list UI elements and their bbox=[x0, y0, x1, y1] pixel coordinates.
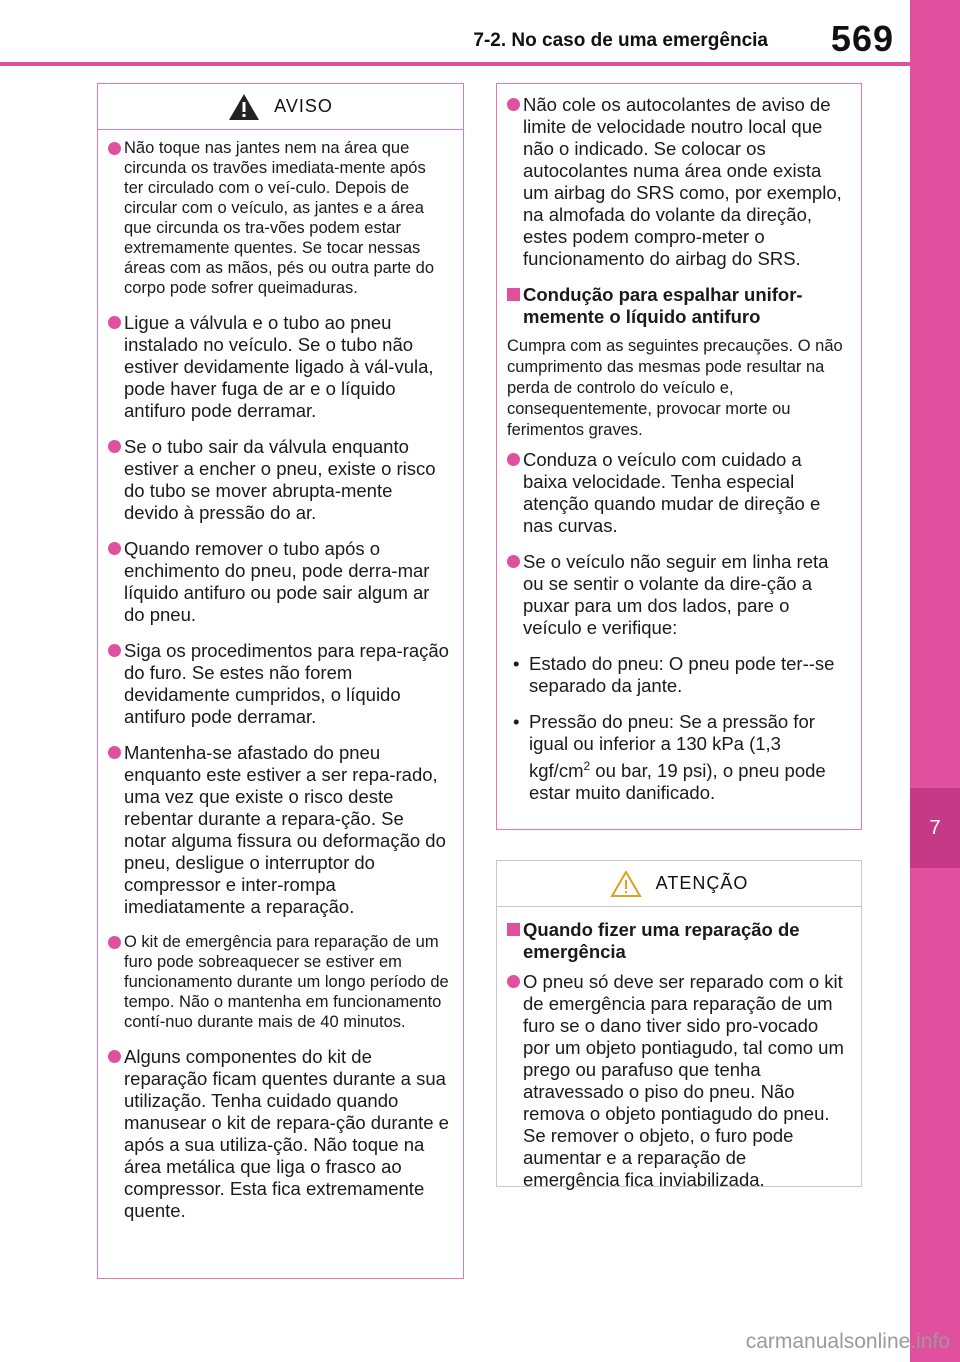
bullet-dot-icon bbox=[108, 746, 121, 759]
aviso-label: AVISO bbox=[274, 96, 333, 116]
bullet-dot-icon bbox=[108, 542, 121, 555]
list-item: Ligue a válvula e o tubo ao pneu instalado no veículo. Se o tubo não estiver devidamente ligado à vál-vula, pode haver fuga de ar e o líquido antifuro pode derramar. bbox=[108, 312, 449, 422]
section-heading: Condução para espalhar unifor-memente o líquido antifuro bbox=[507, 284, 847, 328]
list-item: Quando remover o tubo após o enchimento do pneu, pode derra-mar líquido antifuro ou pode sair algum ar do pneu. bbox=[108, 538, 449, 626]
section-heading: Quando fizer uma reparação de emergência bbox=[507, 919, 847, 963]
sub-bullet-item: • Pressão do pneu: Se a pressão for igual ou inferior a 130 kPa (1,3 kgf/$cm^2$ ou bar, 19 psi), o pneu pode estar muito danificado. bbox=[513, 711, 826, 804]
atencao-label: ATENÇÃO bbox=[655, 873, 749, 893]
list-item: Mantenha-se afastado do pneu enquanto este estiver a ser repa-rado, uma vez que existe o risco deste rebentar durante a repara-ção. Se notar alguma fissura ou deformação do pneu, desligue o interruptor do compressor e inter-rompa imediatamente a reparação. bbox=[108, 742, 449, 918]
bullet-dot-icon bbox=[507, 98, 520, 111]
bullet-dot-icon bbox=[108, 1050, 121, 1063]
list-item: O pneu só deve ser reparado com o kit de emergência para reparação de um furo se o dano tiver sido pro-vocado por um objeto pontiagudo, tal como um prego ou parafuso que tenha atravessado o piso do pneu. Não remova o objeto pontiagudo do pneu. Se remover o objeto, o furo pode aumentar e a reparação de emergência fica inviabilizada. bbox=[507, 971, 847, 1191]
atencao-header bbox=[497, 861, 861, 907]
chapter-title-vertical bbox=[795, 880, 960, 1140]
section-title: 7-2. No caso de uma emergência bbox=[473, 30, 768, 51]
list-item: Não cole os autocolantes de aviso de limite de velocidade noutro local que não o indicado. Se colocar os autocolantes numa área onde exista um airbag do SRS como, por exemplo, na almofada do volante da direção, estes podem compro-meter o funcionamento do airbag do SRS. bbox=[507, 94, 847, 270]
list-item: Conduza o veículo com cuidado a baixa velocidade. Tenha especial atenção quando mudar de direção e nas curvas. bbox=[507, 449, 847, 537]
page-number: 569 bbox=[830, 18, 894, 59]
bullet-dot-icon bbox=[108, 440, 121, 453]
bullet-dot-icon bbox=[108, 316, 121, 329]
bullet-dot-icon bbox=[108, 142, 121, 155]
heading-square-icon bbox=[507, 923, 520, 936]
bullet-dot-icon bbox=[507, 975, 520, 988]
bullet-dot-icon bbox=[507, 453, 520, 466]
list-item: O kit de emergência para reparação de um furo pode sobreaquecer se estiver em funcionamento durante um longo período de tempo. Não o mantenha em funcionamento contí-nuo durante mais de 40 minutos. bbox=[108, 932, 449, 1032]
list-item: Se o tubo sair da válvula enquanto estiver a encher o pneu, existe o risco do tubo se mover abrupta-mente devido à pressão do ar. bbox=[108, 436, 449, 524]
aviso-warning-box bbox=[97, 83, 464, 1279]
watermark: carmanualsonline.info bbox=[745, 1330, 950, 1353]
bullet-dot-icon bbox=[507, 555, 520, 568]
chapter-number: 7 bbox=[910, 788, 960, 868]
aviso-continuation-box bbox=[496, 83, 862, 830]
list-item: Se o veículo não seguir em linha reta ou se sentir o volante da dire-ção a puxar para um dos lados, pare o veículo e verifique: bbox=[507, 551, 847, 639]
bullet-dot-icon bbox=[108, 936, 121, 949]
heading-square-icon bbox=[507, 288, 520, 301]
atencao-caution-box bbox=[496, 860, 862, 1190]
aviso-header bbox=[98, 84, 463, 130]
warning-triangle-filled-icon bbox=[228, 93, 260, 121]
page-header bbox=[0, 0, 910, 66]
bullet-dot-icon bbox=[108, 644, 121, 657]
list-item: Alguns componentes do kit de reparação ficam quentes durante a sua utilização. Tenha cuidado quando manusear o kit de repara-ção durante e após a sua utiliza-ção. Não toque na área metálica que liga o frasco ao compressor. Esta fica extremamente quente. bbox=[108, 1046, 449, 1222]
list-item: Não toque nas jantes nem na área que circunda os travões imediata-mente após ter circulado com o veí-culo. Depois de circular com o veículo, as jantes e a área que circunda os tra-vões podem estar extremamente quentes. Se tocar nessas áreas com as mãos, pés ou outra parte do corpo pode sofrer queimaduras. bbox=[108, 138, 449, 298]
list-item: Siga os procedimentos para repa-ração do furo. Se estes não forem devidamente cumpridos, o líquido antifuro pode derramar. bbox=[108, 640, 449, 728]
chapter-title-text: Quando surge uma avaria bbox=[795, 880, 817, 1112]
sub-bullet-item: • Estado do pneu: O pneu pode ter--se separado da jante. bbox=[513, 653, 835, 696]
warning-triangle-outline-icon bbox=[610, 870, 642, 898]
paragraph: Cumpra com as seguintes precauções. O não cumprimento das mesmas pode resultar na perda de controlo do veículo e, consequentemente, provocar morte ou ferimentos graves. bbox=[507, 337, 843, 439]
